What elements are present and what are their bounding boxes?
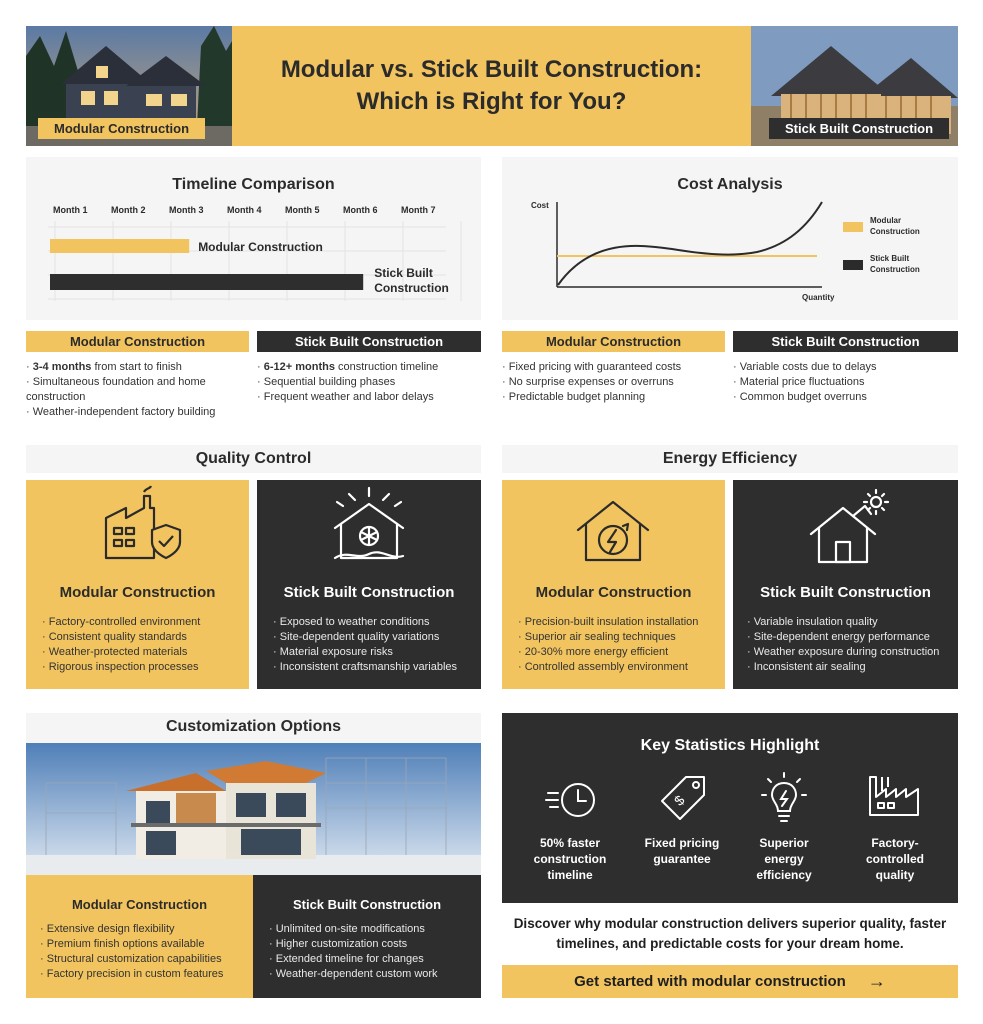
timeline-month-label: Month 2 [111,205,146,215]
stats-title: Key Statistics Highlight [640,737,820,754]
custom-house-render [26,743,481,875]
quality-modular-heading: Modular Construction [59,584,216,601]
list-item: · Premium finish options available [40,937,253,952]
list-item: · Structural customization capabilities [40,952,253,967]
custom-title: Customization Options [165,718,342,735]
list-item: · Variable costs due to delays [733,360,958,375]
cost-x-label: Quantity [802,293,835,302]
list-item: · Extensive design flexibility [40,922,253,937]
timeline-month-label: Month 5 [285,205,320,215]
legend-modular-label: Modular Construction [870,216,920,236]
stat-fixed-pricing: Fixed pricing guarantee [644,836,720,866]
list-item: · Common budget overruns [733,390,958,405]
sun-house-icon [733,480,958,570]
modular-photo-tag: Modular Construction [38,118,205,139]
list-item: · Weather-dependent custom work [269,967,481,982]
stat-faster-timeline: 50% faster construction timeline [533,836,607,882]
legend-stick-swatch [843,260,863,270]
list-item: · Weather-independent factory building [26,405,251,420]
timeline-month-label: Month 1 [53,205,88,215]
timeline-modular-label: Modular Construction [198,240,323,254]
timeline-stick-label: Stick Built [374,266,433,280]
quality-modular-card [26,480,249,689]
quality-stick-card [257,480,481,689]
timeline-panel [26,157,481,320]
legend-modular-swatch [843,222,863,232]
timeline-title: Timeline Comparison [172,176,335,193]
list-item: · Unlimited on-site modifications [269,922,481,937]
cost-chart [502,157,958,320]
cost-modular-list [502,360,727,405]
get-started-button[interactable] [502,965,958,998]
list-item: · Inconsistent air sealing [747,660,958,675]
list-item: · Sequential building phases [257,375,481,390]
timeline-month-label: Month 3 [169,205,204,215]
list-item: · Higher customization costs [269,937,481,952]
list-item: · 20-30% more energy efficient [518,645,725,660]
list-item: · Simultaneous foundation and home construction [26,375,251,405]
stats-panel [502,713,958,903]
cta-text: Discover why modular construction delivers superior quality, faster timelines, and predictable costs for your dream home. [513,916,947,951]
custom-modular-heading: Modular Construction [71,897,208,912]
timeline-stick-heading: Stick Built Construction [257,331,481,352]
energy-modular-list [518,615,725,675]
timeline-modular-heading: Modular Construction [26,331,249,352]
list-item: · No surprise expenses or overruns [502,375,727,390]
list-item: · Weather-protected materials [42,645,249,660]
list-item: · Superior air sealing techniques [518,630,725,645]
list-item: · Fixed pricing with guaranteed costs [502,360,727,375]
timeline-month-label: Month 4 [227,205,262,215]
custom-stick-card [253,875,481,998]
custom-stick-list [269,922,481,982]
list-item: · Predictable budget planning [502,390,727,405]
energy-modular-card [502,480,725,689]
modular-house-photo [26,26,232,146]
timeline-modular-list [26,360,251,420]
svg-text:$: $ [670,791,688,809]
list-item: · Site-dependent quality variations [273,630,481,645]
energy-modular-heading: Modular Construction [535,584,692,601]
timeline-modular-bar [50,239,189,253]
list-item: · Precision-built insulation installation [518,615,725,630]
quality-stick-heading: Stick Built Construction [283,584,455,601]
list-item: · 6-12+ months construction timeline [257,360,481,375]
get-started-label: Get started with modular construction [574,973,846,990]
custom-modular-card [26,875,253,998]
list-item: · Site-dependent energy performance [747,630,958,645]
list-item: · Frequent weather and labor delays [257,390,481,405]
timeline-stick-label-line2: Construction [374,281,449,295]
stick-built-house-photo [751,26,958,146]
cost-stick-list [733,360,958,405]
cost-title: Cost Analysis [677,176,783,193]
quality-modular-list [42,615,249,675]
page-title: Modular vs. Stick Built Construction: Which is Right for You? [232,26,751,146]
list-item: · Material price fluctuations [733,375,958,390]
fast-clock-icon [544,775,600,825]
stat-factory-quality: Factory-controlled quality [865,836,924,882]
cost-stick-heading: Stick Built Construction [733,331,958,352]
list-item: · Controlled assembly environment [518,660,725,675]
factory-shield-icon [26,480,249,570]
factory-icon [864,771,924,827]
cost-y-label: Cost [531,201,549,210]
list-item: · Consistent quality standards [42,630,249,645]
quality-stick-list [273,615,481,675]
price-tag-icon [656,771,712,827]
timeline-chart [26,197,481,317]
list-item: · Rigorous inspection processes [42,660,249,675]
stick-built-photo-tag: Stick Built Construction [769,118,949,139]
quality-title: Quality Control [26,445,481,473]
timeline-month-label: Month 6 [343,205,378,215]
list-item: · 3-4 months from start to finish [26,360,251,375]
list-item: · Factory precision in custom features [40,967,253,982]
arrow-right-icon: → [867,971,886,991]
custom-modular-list [40,922,253,982]
cost-modular-heading: Modular Construction [502,331,725,352]
energy-stick-heading: Stick Built Construction [760,584,931,601]
energy-stick-card [733,480,958,689]
energy-stick-list [747,615,958,675]
timeline-month-label: Month 7 [401,205,436,215]
energy-house-icon [502,480,725,570]
list-item: · Exposed to weather conditions [273,615,481,630]
snow-house-icon [257,480,481,570]
list-item: · Extended timeline for changes [269,952,481,967]
list-item: · Factory-controlled environment [42,615,249,630]
list-item: · Variable insulation quality [747,615,958,630]
legend-stick-label: Stick Built Construction [870,254,920,274]
lightbulb-icon [756,771,812,827]
energy-title: Energy Efficiency [502,445,958,473]
custom-stick-heading: Stick Built Construction [292,897,442,912]
list-item: · Material exposure risks [273,645,481,660]
timeline-stick-list [257,360,481,405]
cost-panel [502,157,958,320]
list-item: · Weather exposure during construction [747,645,958,660]
stat-energy-efficiency: Superior energy efficiency [756,836,812,882]
list-item: · Inconsistent craftsmanship variables [273,660,481,675]
timeline-stick-bar [50,274,363,290]
cost-stick-curve [558,202,822,285]
